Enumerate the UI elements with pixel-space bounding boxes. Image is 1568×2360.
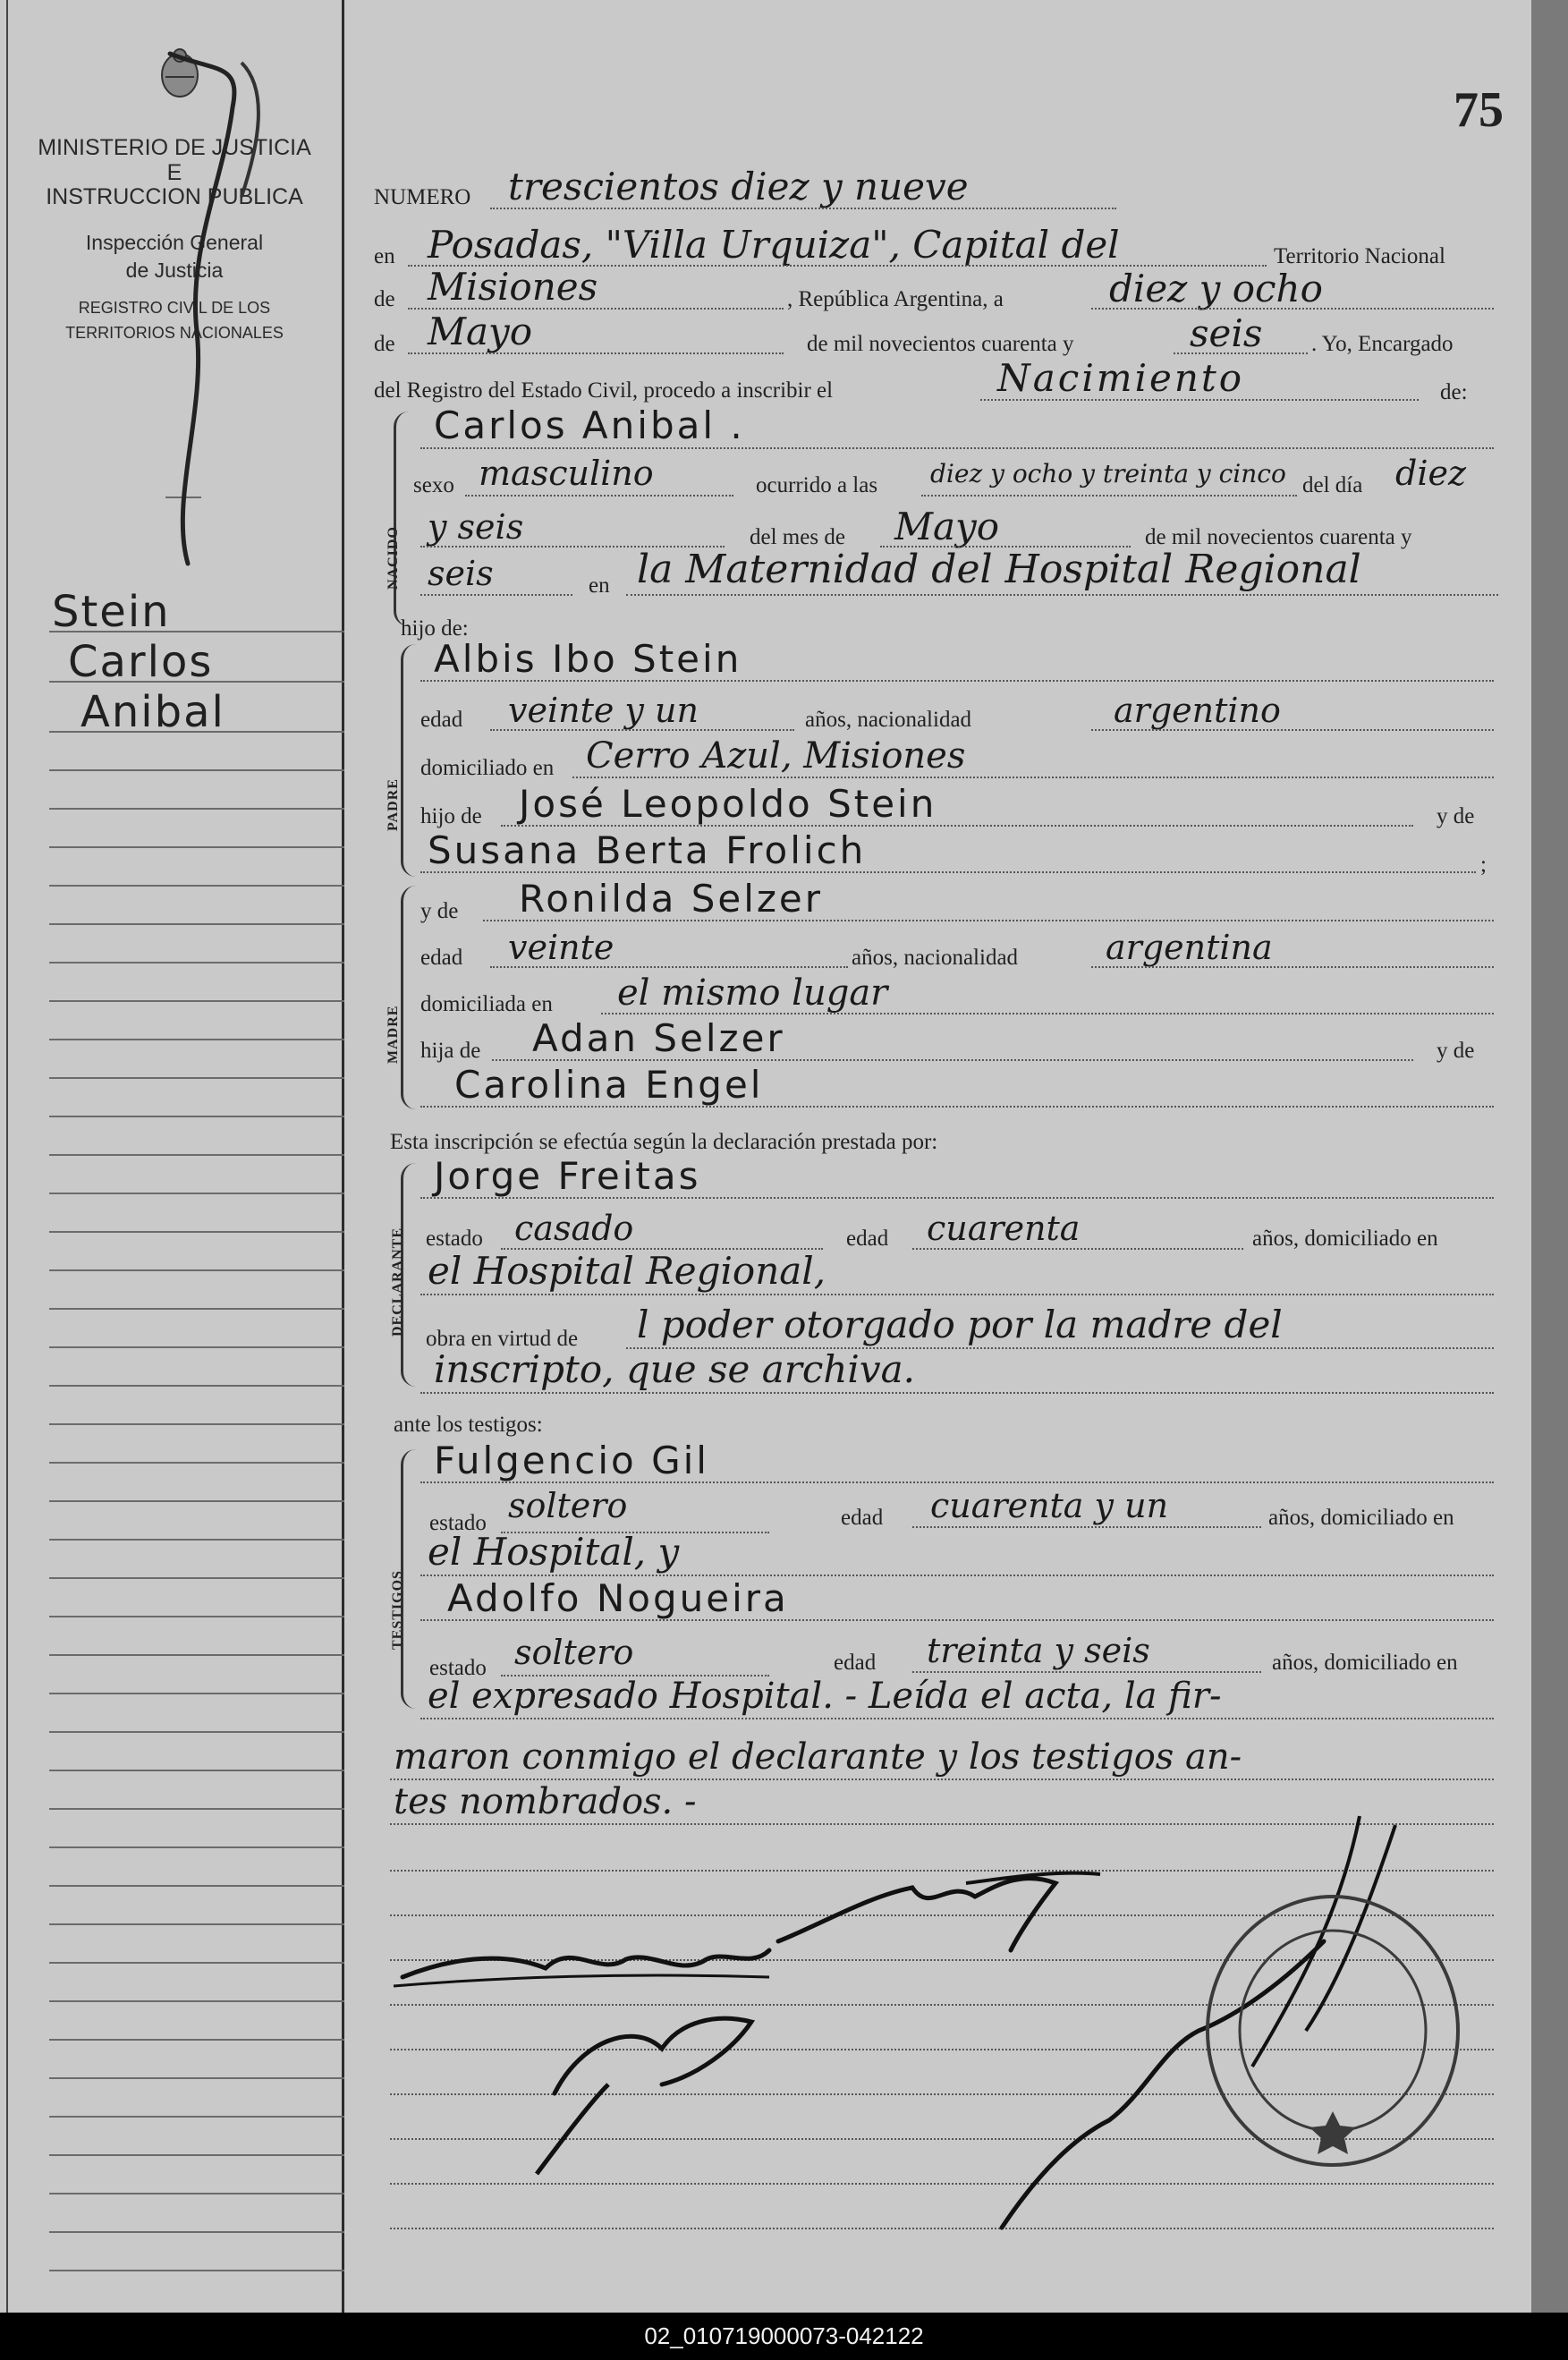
padre-edad-value: veinte y un xyxy=(508,691,699,730)
dia-a-value: diez xyxy=(1395,454,1466,493)
label-padre-anios-nac: años, nacionalidad xyxy=(805,708,972,732)
margin-line-right xyxy=(342,0,344,2313)
t2-estado-value: soltero xyxy=(514,1633,634,1672)
padre-nac-value: argentino xyxy=(1114,691,1281,730)
numero-value: trescientos diez y nueve xyxy=(508,165,969,208)
label-hijo-de: hijo de: xyxy=(401,616,469,641)
ministry-line-7: TERRITORIOS NACIONALES xyxy=(65,323,284,342)
t2-edad-value: treinta y seis xyxy=(927,1631,1150,1670)
label-sexo: sexo xyxy=(413,473,454,497)
margin-given-name-2: Anibal xyxy=(81,687,225,737)
ministry-line-1: MINISTERIO DE JUSTICIA xyxy=(38,135,311,160)
fecha-dia-value: diez y ocho xyxy=(1109,267,1323,310)
side-label-declarante: DECLARANTE xyxy=(390,1227,405,1337)
lugar-nac-value: la Maternidad del Hospital Regional xyxy=(637,547,1361,592)
label-madre-y-de: y de xyxy=(420,899,459,923)
label-yo-encargado: . Yo, Encargado xyxy=(1311,332,1454,356)
label-domiciliado-en: domiciliado en xyxy=(420,756,555,780)
label-padre-edad: edad xyxy=(420,708,463,732)
fecha-mes-value: Mayo xyxy=(428,310,533,353)
cierre-2-value: tes nombrados. - xyxy=(394,1781,697,1822)
testigo-2-value: Adolfo Nogueira xyxy=(447,1576,789,1620)
decl-dom-value: el Hospital Regional, xyxy=(428,1249,826,1293)
page-number: 75 xyxy=(1454,82,1504,138)
margin-given-name-1: Carlos xyxy=(68,637,214,687)
madre-dom-value: el mismo lugar xyxy=(617,972,888,1014)
sexo-value: masculino xyxy=(479,454,654,493)
ministry-line-3: INSTRUCCION PUBLICA xyxy=(46,184,303,209)
label-inscripcion: Esta inscripción se efectúa según la declaración prestada por: xyxy=(390,1130,938,1154)
hora-value: diez y ocho y treinta y cinco xyxy=(930,459,1286,488)
image-caption: 02_010719000073-042122 xyxy=(0,2313,1568,2360)
label-t1-anios-dom: años, domiciliado en xyxy=(1268,1506,1454,1530)
padre-nombre-value: Albis Ibo Stein xyxy=(434,637,742,681)
t1-estado-value: soltero xyxy=(508,1486,628,1525)
label-registro: del Registro del Estado Civil, procedo a inscribir el xyxy=(374,378,834,403)
label-del-dia: del día xyxy=(1302,473,1363,497)
abuela-materna-value: Carolina Engel xyxy=(454,1063,764,1107)
label-en-lugar: en xyxy=(589,573,610,598)
label-t2-edad: edad xyxy=(834,1651,877,1675)
label-decl-estado: estado xyxy=(426,1227,483,1251)
anio-value: seis xyxy=(1190,311,1263,355)
label-ocurrido: ocurrido a las xyxy=(756,473,878,497)
label-decl-anios-dom: años, domiciliado en xyxy=(1252,1227,1438,1251)
label-madre-y-de-2: y de xyxy=(1437,1039,1475,1063)
label-de-mes: de xyxy=(374,332,395,356)
abuelo-materno-value: Adan Selzer xyxy=(532,1016,785,1060)
mes-value: Mayo xyxy=(894,505,1000,548)
madre-edad-value: veinte xyxy=(508,928,614,967)
side-label-madre: MADRE xyxy=(386,1005,401,1064)
abuelo-paterno-value: José Leopoldo Stein xyxy=(519,782,937,826)
label-semicolon: ; xyxy=(1480,853,1487,877)
label-numero: NUMERO xyxy=(374,185,471,209)
brace-madre xyxy=(401,886,416,1109)
obra-a-value: l poder otorgado por la madre del xyxy=(637,1303,1283,1346)
label-territorio: Territorio Nacional xyxy=(1274,244,1445,268)
acto-value: Nacimiento xyxy=(997,356,1245,400)
padre-dom-value: Cerro Azul, Misiones xyxy=(586,735,966,777)
lugar-value: Posadas, "Villa Urquiza", Capital del xyxy=(428,223,1120,267)
decl-estado-value: casado xyxy=(514,1209,634,1248)
label-madre-anios-nac: años, nacionalidad xyxy=(852,946,1019,970)
cierre-1-value: maron conmigo el declarante y los testigos an- xyxy=(394,1736,1242,1778)
margin-signature-mark xyxy=(134,36,286,573)
madre-nac-value: argentina xyxy=(1106,928,1273,967)
label-padre-y-de: y de xyxy=(1437,804,1475,828)
ministry-line-4: Inspección General xyxy=(85,230,264,254)
label-obra: obra en virtud de xyxy=(426,1327,579,1351)
signature-testigo-2 xyxy=(501,1986,796,2183)
ministry-line-5: de Justicia xyxy=(125,258,224,282)
label-en: en xyxy=(374,244,395,268)
label-de-colon: de: xyxy=(1440,380,1468,404)
label-de-territorio: de xyxy=(374,287,395,311)
page-edge xyxy=(1531,0,1568,2313)
margin-surname: Stein xyxy=(52,587,171,637)
ministry-line-2: E xyxy=(166,159,182,185)
label-t1-edad: edad xyxy=(841,1506,884,1530)
testigo-1-value: Fulgencio Gil xyxy=(434,1439,709,1482)
t2-dom-value: el expresado Hospital. - Leída el acta, la fir- xyxy=(428,1676,1222,1717)
abuela-paterna-value: Susana Berta Frolich xyxy=(428,828,867,872)
label-t1-estado: estado xyxy=(429,1511,487,1535)
nombre-value: Carlos Anibal . xyxy=(434,403,745,447)
official-stamp xyxy=(1199,1888,1467,2174)
label-del-mes: del mes de xyxy=(750,525,845,549)
t1-edad-value: cuarenta y un xyxy=(930,1486,1169,1525)
ministry-line-6: REGISTRO CIVIL DE LOS xyxy=(78,299,271,318)
anio-nac-value: seis xyxy=(428,554,494,593)
declarante-value: Jorge Freitas xyxy=(434,1154,701,1198)
label-domiciliada-en: domiciliada en xyxy=(420,992,553,1016)
side-label-padre: PADRE xyxy=(386,778,401,831)
label-decl-edad: edad xyxy=(846,1227,889,1251)
label-mil-cuarenta: de mil novecientos cuarenta y xyxy=(807,332,1074,356)
label-hija-de: hija de xyxy=(420,1039,481,1063)
territorio-value: Misiones xyxy=(428,265,598,309)
obra-b-value: inscripto, que se archiva. xyxy=(434,1347,915,1391)
label-mil-cuarenta-y: de mil novecientos cuarenta y xyxy=(1145,525,1412,549)
label-t2-estado: estado xyxy=(429,1656,487,1680)
side-label-nacido: NACIDO xyxy=(386,526,401,590)
label-padre-hijo-de: hijo de xyxy=(420,804,482,828)
margin-line-left xyxy=(6,0,8,2313)
label-madre-edad: edad xyxy=(420,946,463,970)
side-label-testigos: TESTIGOS xyxy=(390,1570,405,1650)
brace-padre xyxy=(401,644,416,877)
label-republica: , República Argentina, a xyxy=(787,287,1004,311)
madre-nombre-value: Ronilda Selzer xyxy=(519,877,824,921)
label-t2-anios-dom: años, domiciliado en xyxy=(1272,1651,1458,1675)
label-ante-testigos: ante los testigos: xyxy=(394,1413,543,1437)
decl-edad-value: cuarenta xyxy=(927,1209,1081,1248)
t1-dom-value: el Hospital, y xyxy=(428,1530,680,1574)
dia-b-value: y seis xyxy=(428,507,524,547)
